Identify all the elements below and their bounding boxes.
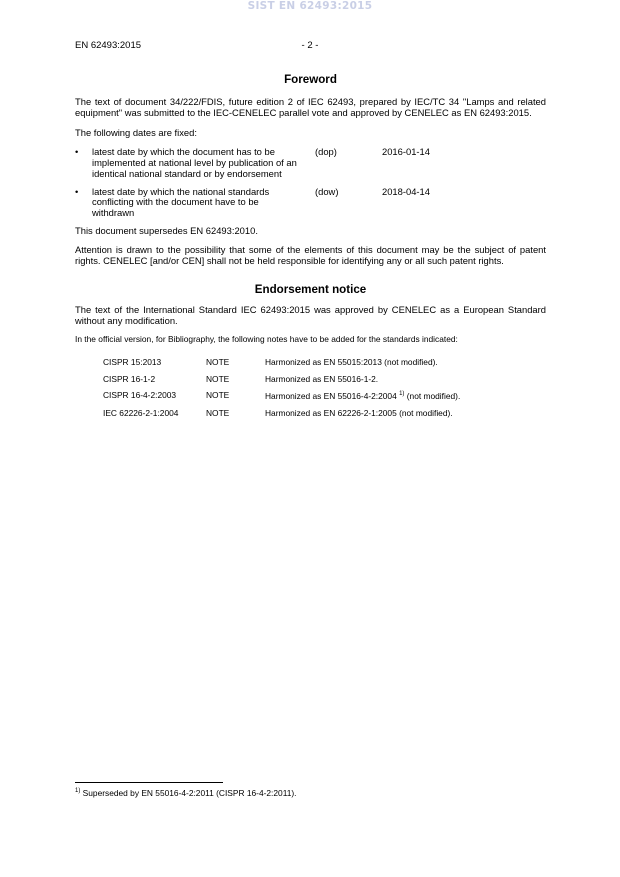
foreword-paragraph: The text of document 34/222/FDIS, future edition 2 of IEC 62493, prepared by IEC/TC 34 "Lamps and related equipment" was submitted to the IEC-CENELEC parallel vote and approved by CENELEC as EN 62493:2015. — [75, 96, 546, 118]
header-page-number: - 2 - — [301, 40, 319, 51]
footnote-reference[interactable]: 1) — [399, 391, 405, 398]
table-row — [103, 373, 460, 390]
note-text: Harmonized as EN 55015:2013 (not modified). — [265, 357, 438, 368]
note-label: NOTE — [206, 357, 230, 368]
standard-ref: CISPR 16-1-2 — [103, 373, 156, 384]
endorsement-title: Endorsement notice — [254, 282, 367, 296]
foreword-title: Foreword — [284, 73, 337, 86]
date-item-dow — [75, 187, 546, 219]
note-text-suffix: (not modified). — [404, 391, 461, 402]
watermark: SIST EN 62493:2015 — [247, 0, 373, 12]
date-item-dop — [75, 147, 546, 179]
note-label: NOTE — [206, 390, 230, 401]
date-code: (dop) — [315, 146, 337, 158]
table-row — [103, 407, 460, 424]
dates-intro: The following dates are fixed: — [75, 126, 197, 138]
bullet: • — [75, 146, 79, 158]
table-row — [103, 389, 460, 407]
standard-ref: CISPR 16-4-2:2003 — [103, 390, 177, 401]
header-doc-id: EN 62493:2015 — [75, 40, 142, 51]
dates-list — [75, 147, 546, 218]
bibliography-intro: In the official version, for Bibliography, the following notes have to be added for the standards indicated: — [75, 334, 458, 345]
bullet: • — [75, 185, 79, 197]
date-value: 2016-01-14 — [382, 146, 430, 158]
page-content — [75, 73, 546, 423]
note-label: NOTE — [206, 373, 230, 384]
table-row — [103, 356, 460, 373]
supersedes-statement: This document supersedes EN 62493:2010. — [75, 224, 258, 236]
footnote-text: Superseded by EN 55016-4-2:2011 (CISPR 16-4-2:2011). — [80, 788, 297, 798]
note-text: Harmonized as EN 55016-4-2:2004 — [265, 391, 400, 402]
footnote — [75, 788, 297, 798]
date-code: (dow) — [315, 185, 339, 197]
note-text: Harmonized as EN 62226-2-1:2005 (not modified). — [265, 407, 453, 418]
standard-ref: CISPR 15:2013 — [103, 357, 162, 368]
standard-ref: IEC 62226-2-1:2004 — [103, 407, 179, 418]
date-description: latest date by which the national standards conflicting with the document have to be withdrawn — [92, 185, 270, 218]
date-value: 2018-04-14 — [382, 185, 430, 197]
patent-attention: Attention is drawn to the possibility that some of the elements of this document may be the subject of patent rights. CENELEC [and/or CEN] shall not be held responsible for identifying any or all such patent rights. — [75, 244, 546, 267]
notes-table — [103, 356, 460, 423]
footnote-mark: 1) — [75, 788, 81, 794]
date-description: latest date by which the document has to be implemented at national level by publication of an identical national standard or by endorsement — [92, 146, 297, 179]
note-text-cell — [265, 389, 460, 407]
note-text: Harmonized as EN 55016-1-2. — [265, 373, 379, 384]
note-label: NOTE — [206, 407, 230, 418]
endorsement-paragraph: The text of the International Standard IEC 62493:2015 was approved by CENELEC as a European Standard without any modification. — [75, 304, 546, 326]
footnote-divider — [75, 782, 223, 783]
